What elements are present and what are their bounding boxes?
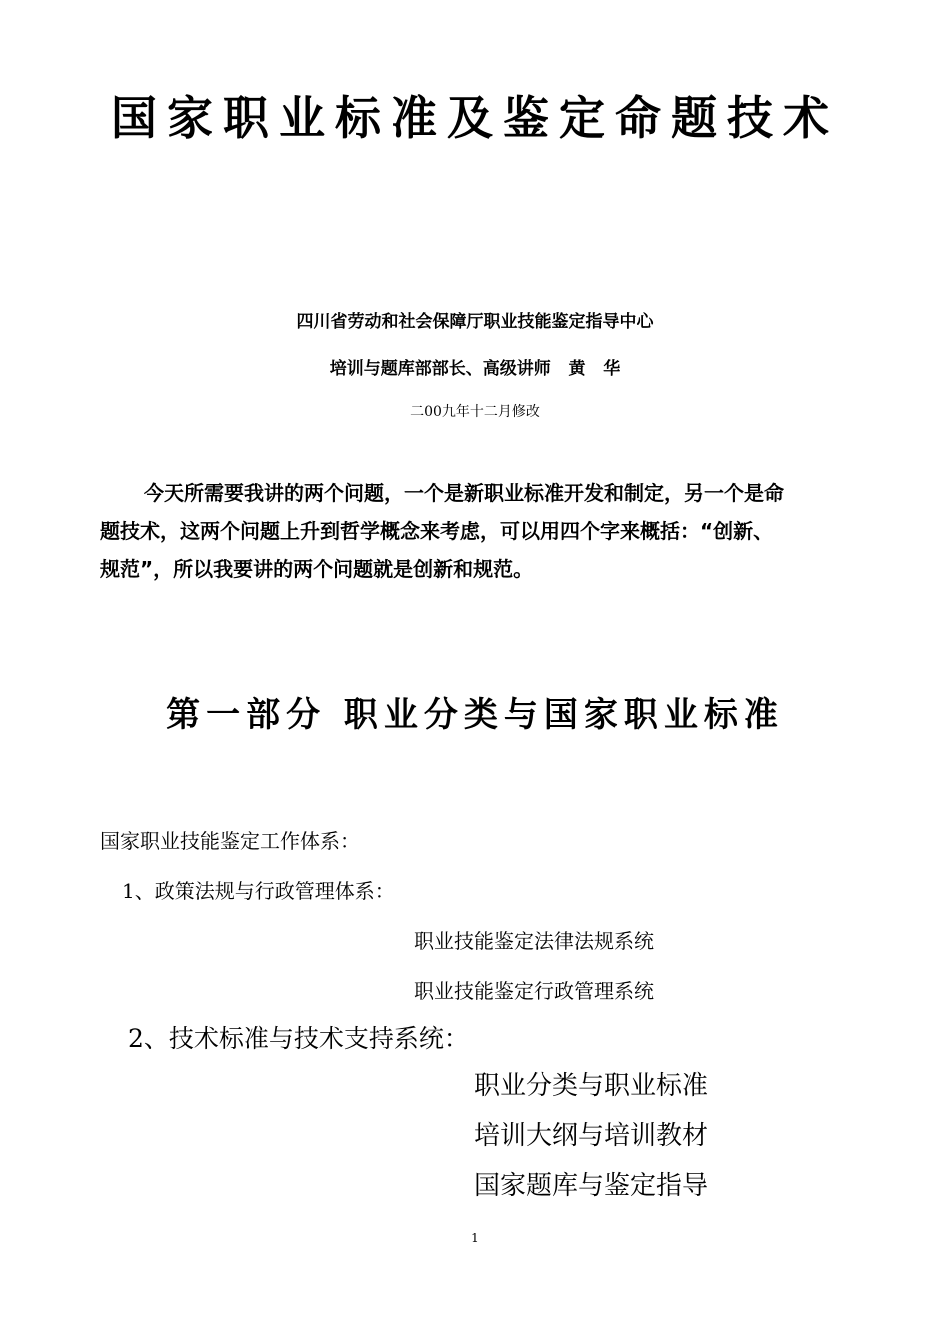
- page-number: 1: [471, 1231, 479, 1245]
- intro-line: 今天所需要我讲的两个问题，一个是新职业标准开发和制定，另一个是命: [144, 481, 784, 505]
- document-title: 国家职业标准及鉴定命题技术: [111, 91, 839, 145]
- revision-date: 二00九年十二月修改: [410, 404, 540, 420]
- system-heading: 国家职业技能鉴定工作体系：: [100, 829, 360, 853]
- intro-line: 题技术，这两个问题上升到哲学概念来考虑，可以用四个字来概括：“创新、: [100, 519, 774, 543]
- author-line: 培训与题库部部长、高级讲师 黄 华: [329, 359, 621, 379]
- list-subitem: 国家题库与鉴定指导: [474, 1171, 709, 1201]
- organization-line: 四川省劳动和社会保障厅职业技能鉴定指导中心: [296, 312, 654, 332]
- list-subitem: 职业技能鉴定法律法规系统: [414, 929, 654, 953]
- section-title: 第一部分 职业分类与国家职业标准: [166, 695, 784, 735]
- list-item-2: 2、技术标准与技术支持系统：: [128, 1024, 469, 1053]
- list-subitem: 职业技能鉴定行政管理系统: [414, 979, 654, 1003]
- intro-paragraph: [100, 474, 784, 588]
- list-subitem: 职业分类与职业标准: [474, 1071, 709, 1101]
- list-subitem: 培训大纲与培训教材: [474, 1121, 709, 1151]
- intro-line: 规范”，所以我要讲的两个问题就是创新和规范。: [100, 557, 534, 581]
- list-item-1: 1、政策法规与行政管理体系：: [122, 879, 395, 903]
